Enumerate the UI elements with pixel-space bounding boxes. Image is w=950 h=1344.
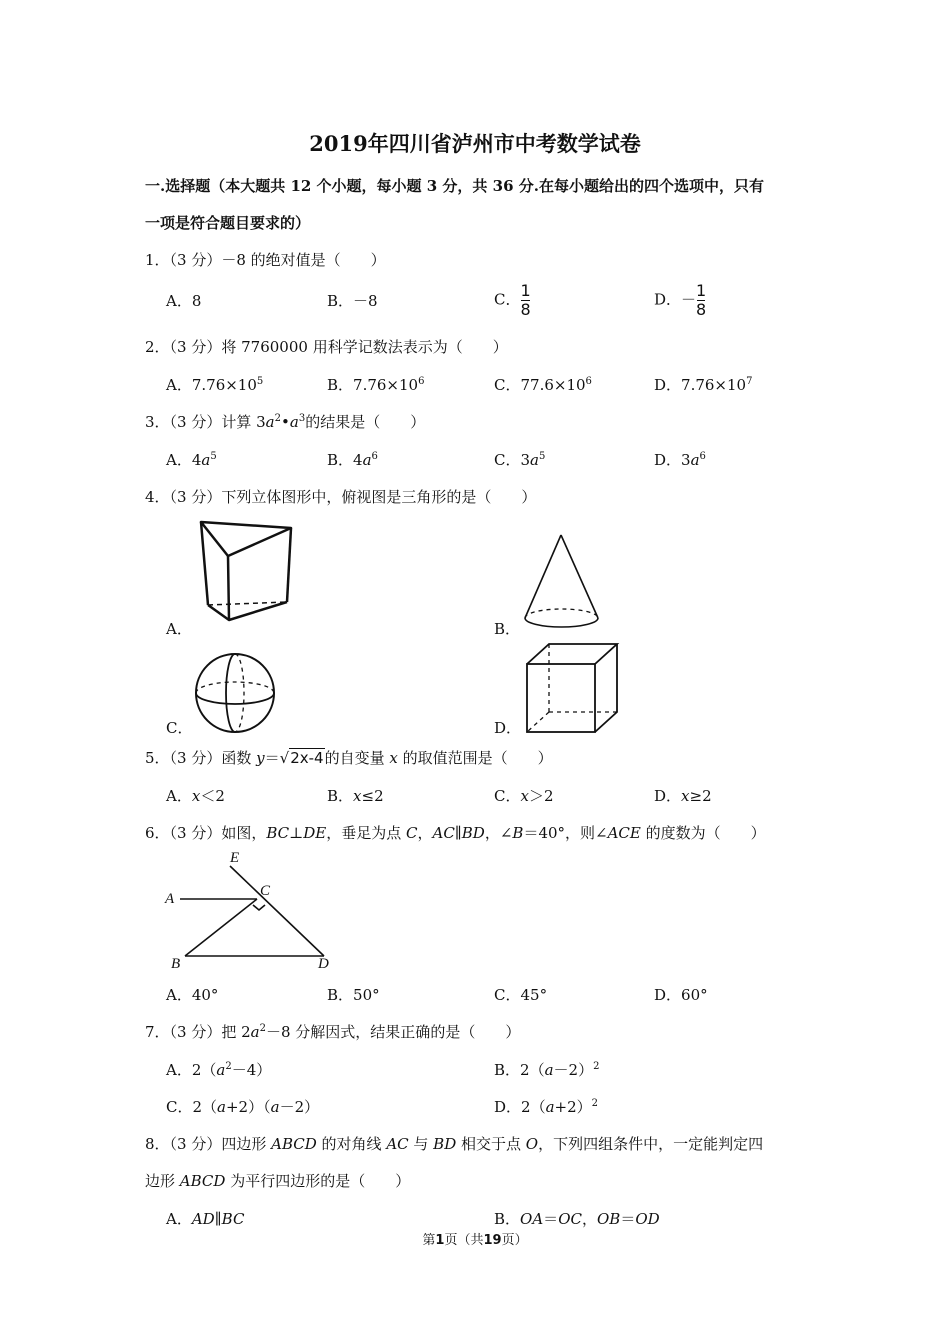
section-heading-line1: 一.选择题（本大题共 12 个小题，每小题 3 分，共 36 分.在每小题给出的四个选项中，只有 bbox=[145, 177, 764, 195]
q5-stem-post: 的取值范围是（ ） bbox=[397, 749, 553, 767]
q4-option-b: B． bbox=[494, 620, 521, 638]
q2-option-b bbox=[327, 374, 424, 395]
question-6-stem bbox=[145, 822, 766, 843]
fraction-numerator: 1 bbox=[696, 281, 707, 300]
q8-s2-post: 为平行四边形的是（ ） bbox=[225, 1172, 411, 1190]
q1-option-a: A．8 bbox=[166, 292, 202, 310]
q5-c-var: x bbox=[520, 787, 529, 805]
q6-c: C bbox=[406, 824, 418, 842]
q6-mid3: ，∠ bbox=[484, 824, 513, 842]
q3-option-d bbox=[654, 449, 706, 470]
q7-option-d bbox=[494, 1096, 598, 1117]
q5-option-a bbox=[166, 785, 225, 806]
q8-bd: BD bbox=[433, 1135, 457, 1153]
q7-d-pre: D．2（ bbox=[494, 1098, 546, 1116]
q5-b-rel: ≤2 bbox=[361, 787, 384, 805]
q5-x: x bbox=[389, 749, 398, 767]
q6-geometry-figure bbox=[160, 848, 350, 973]
q5-d-var: x bbox=[681, 787, 690, 805]
page-title: 2019年四川省泸州市中考数学试卷 bbox=[309, 131, 641, 156]
q5-a-label: A． bbox=[166, 787, 192, 805]
q1-option-d-fraction bbox=[696, 282, 706, 319]
q8-b-oc: OC bbox=[558, 1210, 582, 1228]
q8-o: O bbox=[525, 1135, 539, 1153]
q8-ac: AC bbox=[386, 1135, 409, 1153]
q2-option-a bbox=[166, 374, 263, 395]
cone-figure bbox=[522, 533, 602, 633]
q7-a-exp: 2 bbox=[225, 1061, 232, 1072]
q3-var2: a bbox=[289, 413, 299, 431]
footer-pre: 第 bbox=[422, 1233, 436, 1248]
question-8-stem-line1 bbox=[145, 1133, 763, 1154]
q6-par: ∥ bbox=[454, 824, 462, 842]
question-4-stem: 4．（3 分）下列立体图形中，俯视图是三角形的是（ ） bbox=[145, 488, 537, 506]
q5-b-label: B． bbox=[327, 787, 354, 805]
q7-var: a bbox=[250, 1023, 260, 1041]
fig-label-b: B bbox=[171, 956, 181, 972]
q5-a-rel: ＜2 bbox=[200, 787, 225, 805]
q7-option-b bbox=[494, 1059, 599, 1080]
q7-b-pre: B．2（ bbox=[494, 1061, 545, 1079]
q5-option-d bbox=[654, 785, 712, 806]
q8-abcd-2: ABCD bbox=[179, 1172, 226, 1190]
q8-s1-m2: 与 bbox=[408, 1135, 434, 1153]
q6-option-c: C．45° bbox=[494, 986, 548, 1004]
q5-stem-pre: 5．（3 分）函数 bbox=[145, 749, 257, 767]
cube-figure bbox=[524, 642, 620, 734]
q1-option-d-sign: － bbox=[681, 290, 697, 309]
q1-option-c-label: C． bbox=[494, 290, 521, 309]
q7-stem-pre: 7．（3 分）把 2 bbox=[145, 1023, 251, 1041]
q8-b-od: OD bbox=[635, 1210, 660, 1228]
fig-label-d: D bbox=[318, 956, 329, 972]
q3-option-a bbox=[166, 449, 217, 470]
q7-b-post: －2） bbox=[553, 1061, 594, 1079]
footer-post: 页） bbox=[501, 1233, 528, 1248]
q3-c-var: a bbox=[530, 451, 539, 469]
q6-ace: ACE bbox=[607, 824, 641, 842]
q3-a-var: a bbox=[201, 451, 211, 469]
q7-c-mid: +2）（ bbox=[225, 1098, 271, 1116]
q8-a-label: A． bbox=[166, 1210, 192, 1228]
q5-radicand: 2x-4 bbox=[290, 749, 324, 767]
question-3-stem bbox=[145, 411, 425, 432]
q2-option-c-exp: 6 bbox=[585, 376, 592, 387]
q3-stem-post: 的结果是（ ） bbox=[305, 413, 426, 431]
q7-d-exp: 2 bbox=[591, 1098, 599, 1109]
q3-exp1: 2 bbox=[274, 413, 281, 424]
q6-option-b: B．50° bbox=[327, 986, 380, 1004]
q3-dot: • bbox=[281, 413, 290, 431]
q5-c-label: C． bbox=[494, 787, 521, 805]
q3-d-var: a bbox=[690, 451, 700, 469]
q4-option-c: C． bbox=[166, 719, 193, 737]
question-7-stem bbox=[145, 1021, 520, 1042]
q8-b-eq1: ＝ bbox=[543, 1210, 559, 1228]
q7-b-exp: 2 bbox=[593, 1061, 600, 1072]
q2-option-a-text: A．7.76×10 bbox=[166, 376, 257, 394]
q1-option-c bbox=[494, 282, 531, 319]
question-8-stem-line2 bbox=[145, 1170, 410, 1191]
q7-exp: 2 bbox=[259, 1023, 266, 1034]
q8-option-a bbox=[166, 1208, 244, 1229]
q2-option-a-exp: 5 bbox=[256, 376, 264, 387]
q5-y: y bbox=[256, 749, 265, 767]
q2-option-d-text: D．7.76×10 bbox=[654, 376, 747, 394]
q1-option-b: B．－8 bbox=[327, 292, 378, 310]
q6-mid4: ＝40°，则∠ bbox=[523, 824, 608, 842]
q7-b-var: a bbox=[544, 1061, 554, 1079]
q4-option-d: D． bbox=[494, 719, 522, 737]
fraction-denominator: 8 bbox=[520, 300, 531, 319]
q6-b: B bbox=[512, 824, 524, 842]
q3-stem-pre: 3．（3 分）计算 3 bbox=[145, 413, 266, 431]
q8-abcd: ABCD bbox=[271, 1135, 317, 1153]
q6-option-a: A．40° bbox=[166, 986, 219, 1004]
q5-option-c bbox=[494, 785, 554, 806]
q7-c-post: －2） bbox=[279, 1098, 320, 1116]
q6-perp: ⊥ bbox=[289, 824, 304, 842]
q6-mid1: ，垂足为点 bbox=[326, 824, 407, 842]
q3-d-text: D．3 bbox=[654, 451, 691, 469]
q8-b-eq2: ＝ bbox=[620, 1210, 636, 1228]
sphere-figure bbox=[194, 652, 276, 734]
q7-a-pre: A．2（ bbox=[166, 1061, 217, 1079]
q1-option-c-fraction bbox=[520, 282, 530, 319]
q7-c-pre: C．2（ bbox=[166, 1098, 218, 1116]
page-footer bbox=[0, 1229, 950, 1248]
q6-ac: AC bbox=[432, 824, 455, 842]
q7-option-c bbox=[166, 1096, 319, 1117]
q5-sqrt: √2x-4 bbox=[279, 749, 324, 767]
q3-c-exp: 5 bbox=[538, 451, 546, 462]
q5-b-var: x bbox=[353, 787, 362, 805]
q8-s2-pre: 边形 bbox=[145, 1172, 180, 1190]
q5-d-label: D． bbox=[654, 787, 682, 805]
q8-a-bc: BC bbox=[221, 1210, 245, 1228]
q2-option-c bbox=[494, 374, 592, 395]
q3-d-exp: 6 bbox=[699, 451, 706, 462]
q7-a-var: a bbox=[216, 1061, 226, 1079]
q3-b-exp: 6 bbox=[371, 451, 378, 462]
q6-bd: BD bbox=[461, 824, 485, 842]
q5-stem-mid: 的自变量 bbox=[324, 749, 390, 767]
q6-de: DE bbox=[303, 824, 327, 842]
q1-option-d-label: D． bbox=[654, 290, 682, 309]
q5-d-rel: ≥2 bbox=[689, 787, 712, 805]
triangular-prism-figure bbox=[198, 518, 298, 623]
q3-a-text: A．4 bbox=[166, 451, 202, 469]
footer-total-pages: 19 bbox=[483, 1233, 502, 1248]
q5-eq: ＝ bbox=[264, 749, 280, 767]
fig-label-a: A bbox=[165, 891, 175, 907]
q2-option-d-exp: 7 bbox=[746, 376, 753, 387]
q3-option-b bbox=[327, 449, 378, 470]
q8-s1-post: ，下列四组条件中，一定能判定四 bbox=[538, 1135, 764, 1153]
fig-label-c: C bbox=[260, 883, 271, 899]
q2-option-b-text: B．7.76×10 bbox=[327, 376, 419, 394]
q5-option-b bbox=[327, 785, 384, 806]
question-1-stem: 1．（3 分）－8 的绝对值是（ ） bbox=[145, 251, 386, 269]
q3-a-exp: 5 bbox=[210, 451, 217, 462]
q8-a-ad: AD bbox=[191, 1210, 215, 1228]
q8-s1-m1: 的对角线 bbox=[316, 1135, 387, 1153]
q6-mid2: ， bbox=[417, 824, 433, 842]
q8-a-par: ∥ bbox=[214, 1210, 222, 1228]
q6-stem-post: 的度数为（ ） bbox=[640, 824, 766, 842]
q3-b-text: B．4 bbox=[327, 451, 363, 469]
fig-label-e: E bbox=[230, 850, 240, 866]
q6-bc: BC bbox=[266, 824, 290, 842]
q8-s1-m3: 相交于点 bbox=[456, 1135, 526, 1153]
q2-option-c-text: C．77.6×10 bbox=[494, 376, 586, 394]
q7-a-post: －4） bbox=[231, 1061, 272, 1079]
q3-c-text: C．3 bbox=[494, 451, 531, 469]
q6-option-d: D．60° bbox=[654, 986, 708, 1004]
footer-page-number: 1 bbox=[435, 1233, 445, 1248]
q1-option-d bbox=[654, 282, 706, 319]
q6-stem-pre: 6．（3 分）如图， bbox=[145, 824, 267, 842]
question-2-stem: 2．（3 分）将 7760000 用科学记数法表示为（ ） bbox=[145, 338, 508, 356]
footer-mid: 页（共 bbox=[444, 1233, 484, 1248]
section-heading-line2: 一项是符合题目要求的） bbox=[145, 214, 311, 232]
question-5-stem bbox=[145, 747, 553, 768]
q8-option-b bbox=[494, 1208, 660, 1229]
q8-b-ob: OB bbox=[596, 1210, 621, 1228]
q7-c-var1: a bbox=[217, 1098, 226, 1116]
q5-c-rel: ＞2 bbox=[528, 787, 554, 805]
q4-option-a: A． bbox=[166, 620, 192, 638]
q8-b-sep: ， bbox=[581, 1210, 597, 1228]
q3-option-c bbox=[494, 449, 545, 470]
fraction-denominator: 8 bbox=[696, 300, 707, 319]
q2-option-b-exp: 6 bbox=[418, 376, 425, 387]
q7-option-a bbox=[166, 1059, 271, 1080]
q7-d-var: a bbox=[545, 1098, 555, 1116]
q2-option-d bbox=[654, 374, 752, 395]
q7-d-post: +2） bbox=[554, 1098, 592, 1116]
q8-b-label: B． bbox=[494, 1210, 521, 1228]
q7-c-var2: a bbox=[270, 1098, 280, 1116]
q3-var: a bbox=[265, 413, 275, 431]
q3-exp2: 3 bbox=[298, 413, 306, 424]
q5-a-var: x bbox=[191, 787, 201, 805]
q8-b-oa: OA bbox=[520, 1210, 544, 1228]
q3-b-var: a bbox=[362, 451, 372, 469]
q7-stem-post: －8 分解因式，结果正确的是（ ） bbox=[266, 1023, 521, 1041]
q8-s1-pre: 8．（3 分）四边形 bbox=[145, 1135, 272, 1153]
fraction-numerator: 1 bbox=[520, 281, 531, 300]
